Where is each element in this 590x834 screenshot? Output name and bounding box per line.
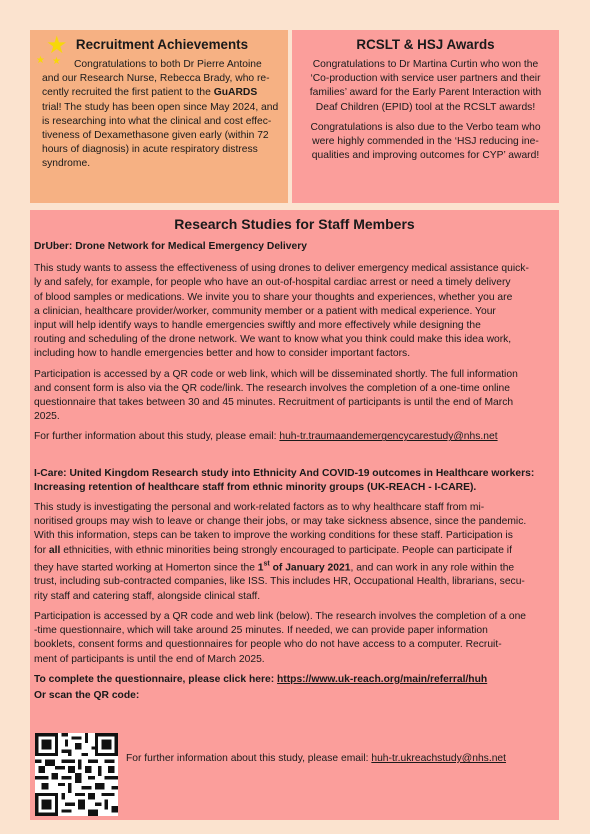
icare-text: for bbox=[34, 544, 49, 556]
awards-line: families’ award for the Early Parent Interaction with bbox=[309, 87, 542, 99]
trial-name: GuARDS bbox=[213, 87, 258, 99]
icare-heading: Increasing retention of healthcare staff from ethnic minority groups (UK-REACH - I-CARE). bbox=[34, 481, 477, 493]
icare-email-link[interactable]: huh-tr.ukreachstudy@nhs.net bbox=[371, 753, 507, 764]
druber-heading: DrUber: Drone Network for Medical Emergency Delivery bbox=[34, 241, 307, 252]
recruitment-line: Congratulations to both Dr Pierre Antoine bbox=[74, 59, 262, 70]
awards-line: qualities and improving outcomes for CYP’ award! bbox=[311, 150, 540, 162]
awards-line: ‘Co-production with service user partners and their bbox=[310, 73, 541, 85]
recruitment-line: tiveness of Dexamethasone given early (within 72 bbox=[42, 130, 269, 142]
icare-superscript: st bbox=[263, 560, 270, 568]
contact-label: For further information about this study, please email: bbox=[126, 753, 372, 764]
recruitment-line: and our Research Nurse, Rebecca Brady, who re- bbox=[42, 73, 270, 85]
druber-line: and consent form is also via the QR code/link. The research involves the completion of a one-time online bbox=[34, 382, 511, 394]
recruitment-line: trial! The study has been open since May 2024, and bbox=[42, 101, 279, 113]
awards-line: Deaf Children (EPID) tool at the RCSLT awards! bbox=[315, 101, 536, 113]
qr-code-icon[interactable] bbox=[34, 733, 119, 816]
icare-cta bbox=[34, 673, 555, 687]
recruitment-title: Recruitment Achievements bbox=[75, 37, 249, 52]
awards-title: RCSLT & HSJ Awards bbox=[356, 37, 495, 52]
awards-line: Congratulations is also due to the Verbo team who bbox=[310, 121, 541, 133]
studies-title: Research Studies for Staff Members bbox=[174, 216, 415, 232]
contact-label: For further information about this study, please email: bbox=[34, 431, 280, 443]
recruitment-line: syndrome. bbox=[42, 158, 91, 170]
qr-label: Or scan the QR code: bbox=[34, 689, 140, 701]
awards-line: were highly commended in the ‘HSJ reducing ine- bbox=[312, 136, 539, 148]
icare-heading: I-Care: United Kingdom Research study into Ethnicity And COVID-19 outcomes in Healthcare workers: bbox=[34, 467, 535, 479]
druber-line: This study wants to assess the effectiveness of using drones to deliver emergency medical assistance quick- bbox=[34, 263, 529, 275]
druber-line: of blood samples or medications. We invite you to share your thoughts and experiences, whether you are bbox=[34, 291, 513, 303]
druber-contact bbox=[34, 430, 555, 444]
recruitment-text: cently recruited the first patient to the bbox=[42, 87, 214, 99]
star-icon: ★ bbox=[52, 56, 61, 67]
icare-line: trust, including sub-contracted companies, like ISS. This includes HR, Occupational Health, librarians, secu- bbox=[34, 576, 525, 588]
druber-line: questionnaire that takes between 30 and 45 minutes. Recruitment of participants is until the end of March bbox=[34, 397, 514, 409]
recruitment-line bbox=[42, 86, 282, 100]
recruitment-panel bbox=[30, 30, 288, 203]
icare-line bbox=[34, 558, 555, 576]
icare-line: rity staff and catering staff, alongside clinical staff. bbox=[34, 590, 261, 602]
icare-line: booklets, consent forms and questionnaires for people who do not have access to a computer. Recruit- bbox=[34, 639, 502, 651]
icare-line bbox=[34, 544, 555, 558]
icare-line: Participation is accessed by a QR code and web link (below). The research involves the completion of a one bbox=[34, 610, 527, 622]
icare-text-bold: 1 bbox=[257, 562, 264, 574]
druber-line: Participation is accessed by a QR code or web link, which will be disseminated shortly. The full information bbox=[34, 368, 518, 380]
icare-line: noritised groups may wish to leave or change their jobs, or may take sickness absence, since the pandemic. bbox=[34, 516, 527, 528]
icare-text-bold: of January 2021 bbox=[269, 562, 351, 574]
recruitment-line: hours of diagnosis) in acute respiratory distress bbox=[42, 144, 258, 156]
druber-line: ly and safely, for example, for people who have an out-of-hospital cardiac arrest or need a timely delivery bbox=[34, 277, 511, 289]
icare-contact bbox=[126, 752, 506, 766]
awards-line: Congratulations to Dr Martina Curtin who won the bbox=[312, 59, 539, 70]
icare-text: ethnicities, with ethnic minorities being strongly encouraged to participate. People can participate if bbox=[60, 544, 512, 556]
star-icon: ★ bbox=[36, 55, 45, 66]
icare-text-bold: all bbox=[48, 544, 61, 556]
icare-line: With this information, steps can be taken to improve the working conditions for these staff. Participation is bbox=[34, 530, 513, 542]
icare-text: , and can work in any role within the bbox=[350, 562, 515, 574]
research-studies-panel bbox=[30, 210, 559, 820]
icare-text: they have started working at Homerton since the bbox=[34, 562, 258, 574]
druber-email-link[interactable]: huh-tr.traumaandemergencycarestudy@nhs.net bbox=[279, 431, 498, 443]
druber-line: routing and scheduling of the drone network. We want to know what you think could make this idea work, bbox=[34, 334, 512, 346]
cta-label: To complete the questionnaire, please click here: bbox=[34, 673, 278, 685]
awards-panel bbox=[292, 30, 559, 203]
icare-line: This study is investigating the personal and work-related factors as to why healthcare staff from mi- bbox=[34, 502, 485, 514]
druber-line: a clinician, healthcare provider/worker, community member or a patient with medical experience. Your bbox=[34, 305, 496, 317]
druber-line: input will help identify ways to handle emergencies swiftly and more effectively while designing the bbox=[34, 320, 481, 332]
druber-line: including how to handle emergencies better and how to consider important factors. bbox=[34, 348, 411, 360]
icare-line: -time questionnaire, which will take around 25 minutes. If needed, we can provide paper information bbox=[34, 625, 488, 637]
icare-line: ment of participants is until the end of March 2025. bbox=[34, 653, 265, 665]
star-icon: ★ bbox=[46, 32, 68, 59]
recruitment-line: is researching into what the clinical and cost effec- bbox=[42, 115, 272, 127]
druber-line: 2025. bbox=[34, 411, 60, 423]
questionnaire-link[interactable]: https://www.uk-reach.org/main/referral/huh bbox=[277, 673, 488, 685]
